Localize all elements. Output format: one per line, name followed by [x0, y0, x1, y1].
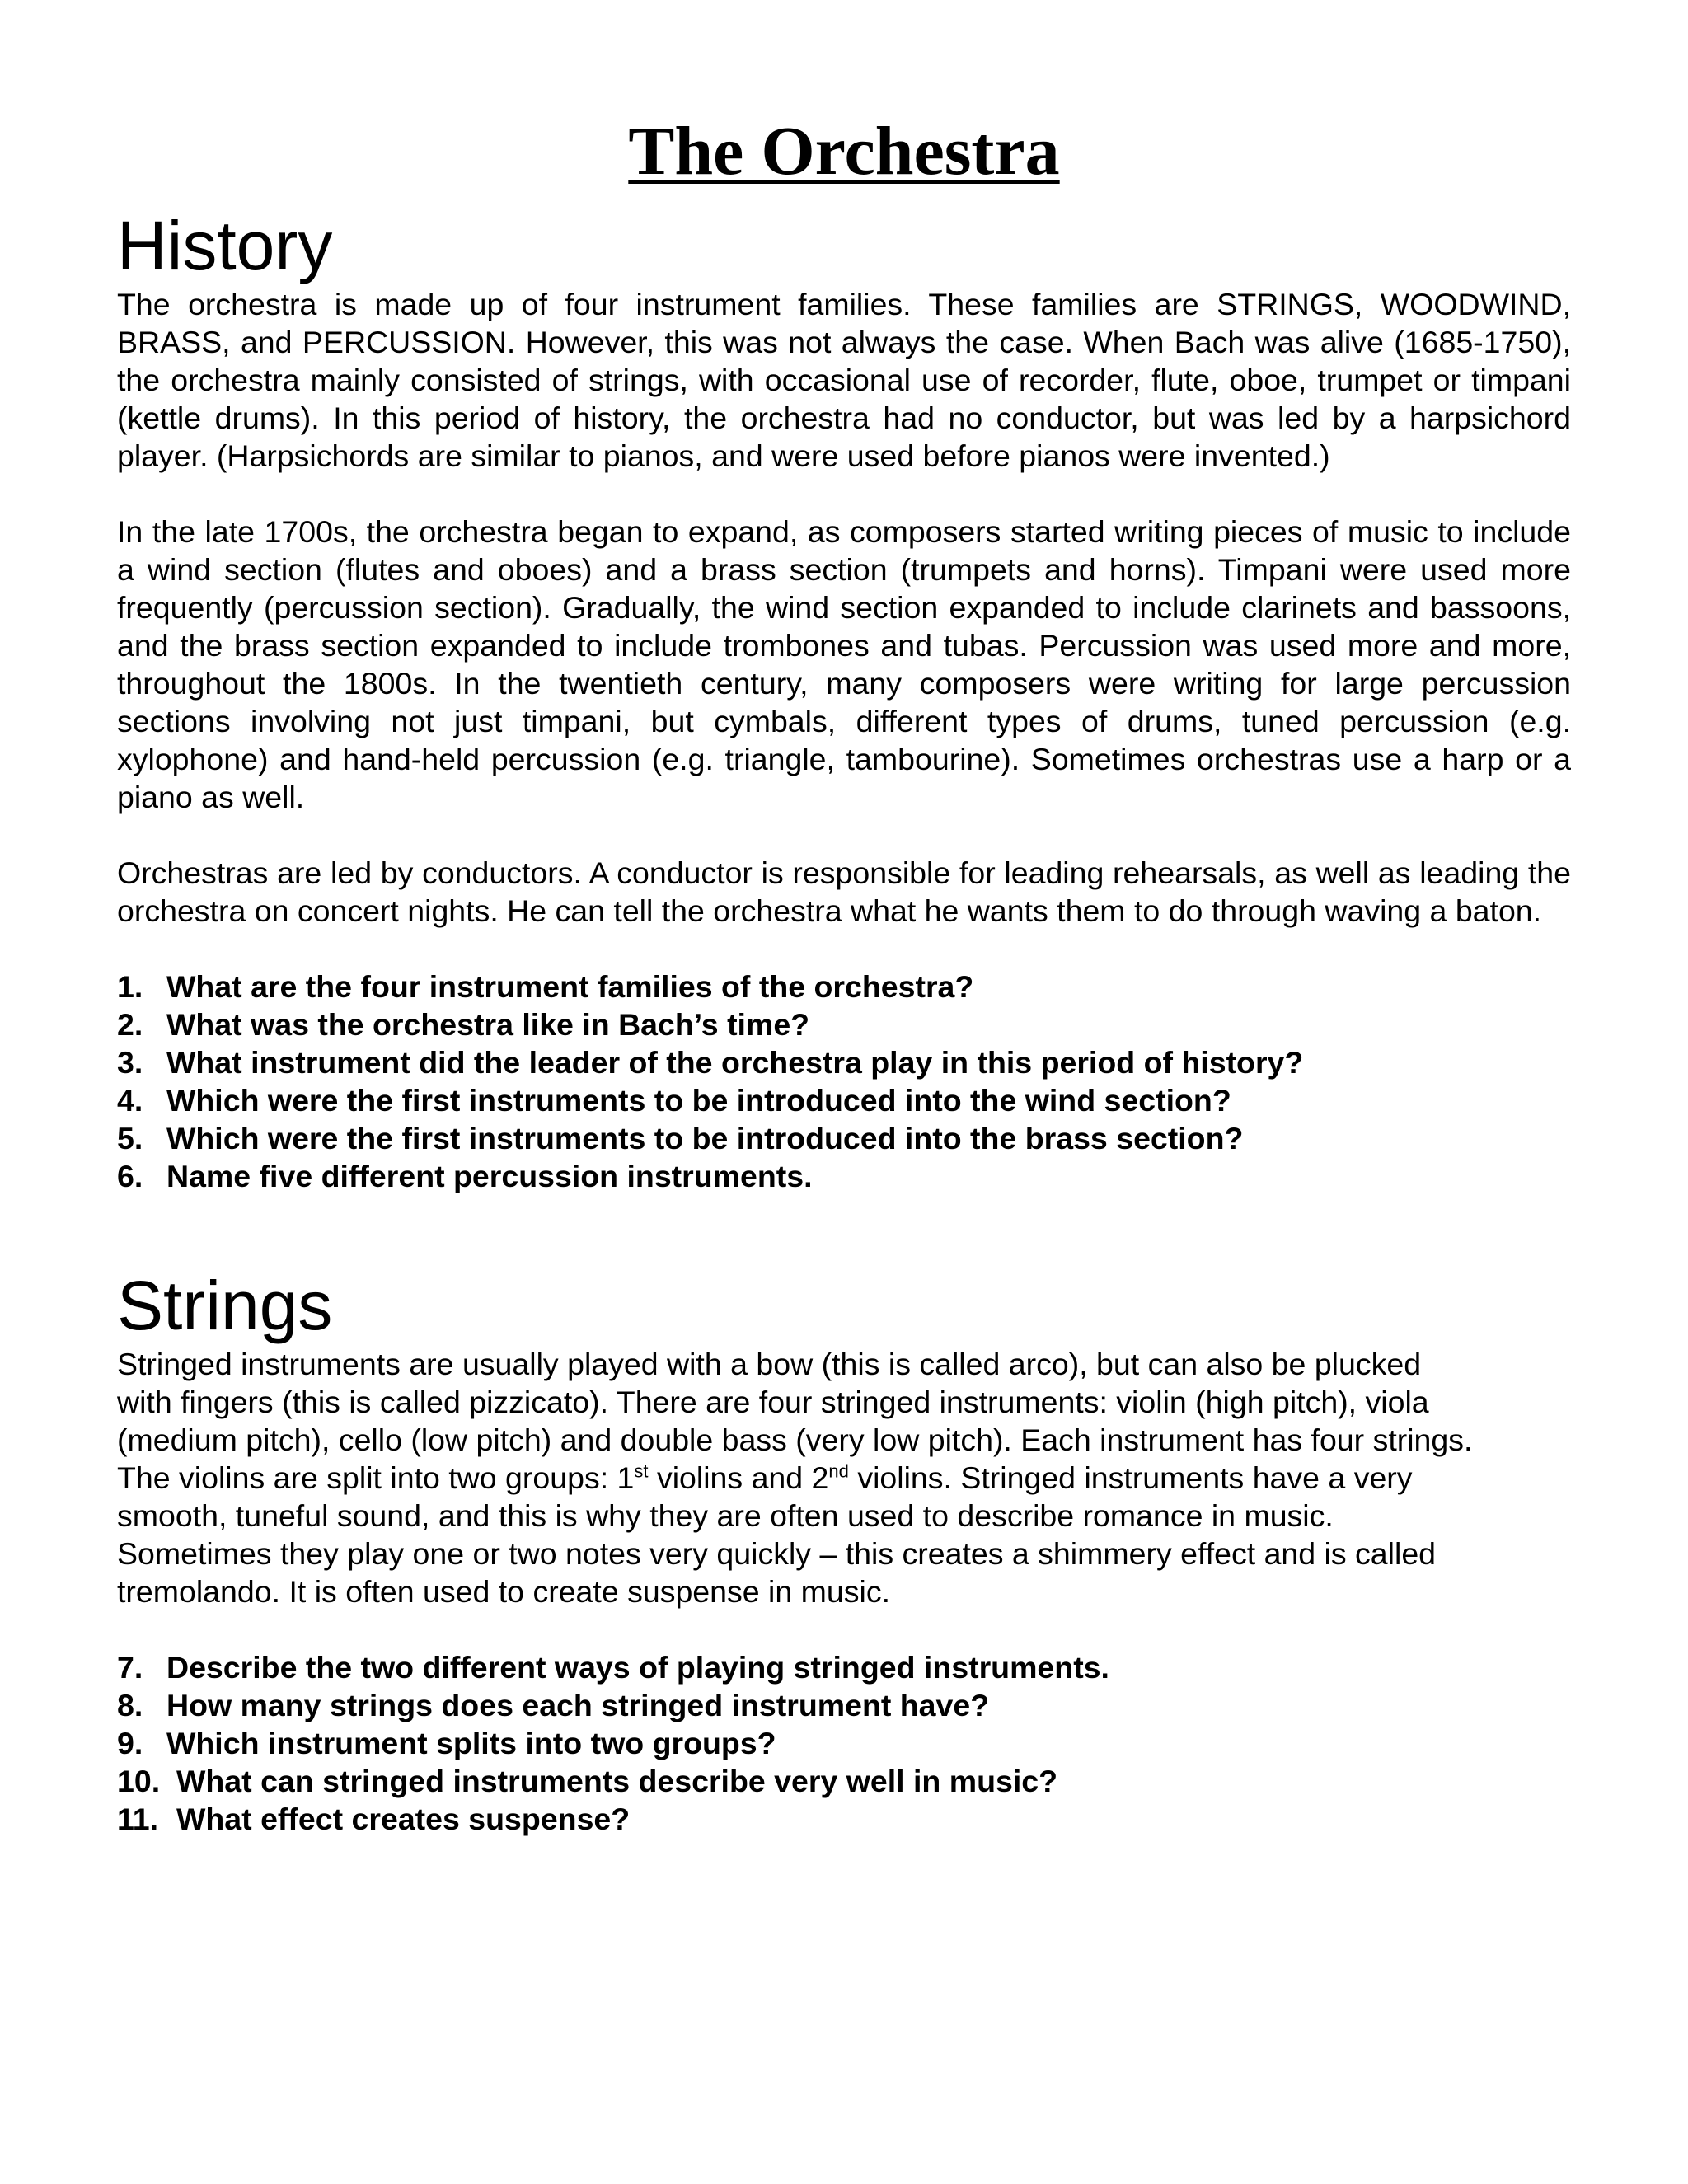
- question-number: 3.: [117, 1045, 143, 1080]
- question-item: [117, 1648, 1571, 1686]
- question-text: Which were the first instruments to be introduced into the wind section?: [166, 1083, 1231, 1118]
- history-paragraph-2: In the late 1700s, the orchestra began to expand, as composers started writing pieces of music to include a wind section (flutes and oboes) and a brass section (trumpets and horns). Timpani were used more frequently (percussion section). Gradually, the wind section expanded to include clarinets and bassoons, and the brass section expanded to include trombones and tubas. Percussion was used more and more, throughout the 1800s. In the twentieth century, many composers were writing for large percussion sections involving not just timpani, but cymbals, different types of drums, tuned percussion (e.g. xylophone) and hand-held percussion (e.g. triangle, tambourine). Sometimes orchestras use a harp or a piano as well.: [117, 514, 1571, 815]
- question-text: What was the orchestra like in Bach’s time?: [166, 1007, 810, 1043]
- history-heading: History: [117, 207, 333, 285]
- strings-line-part: violins and 2: [648, 1460, 829, 1496]
- question-text: What can stringed instruments describe very well in music?: [176, 1764, 1058, 1799]
- question-item: [117, 1800, 1571, 1838]
- question-text: Name five different percussion instruments.: [166, 1159, 813, 1194]
- strings-line: (medium pitch), cello (low pitch) and double bass (very low pitch). Each instrument has four strings.: [117, 1422, 1473, 1458]
- question-text: What instrument did the leader of the orchestra play in this period of history?: [166, 1045, 1304, 1080]
- question-number: 8.: [117, 1688, 143, 1723]
- document-title: [117, 114, 1571, 190]
- history-section: [117, 207, 1571, 1195]
- history-paragraph-1: The orchestra is made up of four instrument families. These families are STRINGS, WOODWIND, BRASS, and PERCUSSION. However, this was not always the case. When Bach was alive (1685-1750), the orchestra mainly consisted of strings, with occasional use of recorder, flute, oboe, trumpet or timpani (kettle drums). In this period of history, the orchestra had no conductor, but was led by a harpsichord player. (Harpsichords are similar to pianos, and were used before pianos were invented.): [117, 287, 1571, 474]
- question-item: [117, 1724, 1571, 1762]
- strings-line: Sometimes they play one or two notes very quickly – this creates a shimmery effect and is called: [117, 1536, 1437, 1572]
- superscript: nd: [828, 1460, 849, 1482]
- question-text: How many strings does each stringed instrument have?: [166, 1688, 990, 1723]
- strings-line-part: The violins are split into two groups: 1: [117, 1460, 635, 1496]
- question-item: [117, 1157, 1571, 1195]
- strings-line-part: violins. Stringed instruments have a very: [848, 1460, 1413, 1496]
- strings-heading: Strings: [117, 1267, 333, 1345]
- question-number: 5.: [117, 1121, 143, 1156]
- strings-section: [117, 1267, 1571, 1838]
- strings-line: Stringed instruments are usually played with a bow (this is called arco), but can also be plucked: [117, 1347, 1422, 1382]
- question-number: 7.: [117, 1650, 143, 1685]
- strings-line: [117, 1459, 1571, 1497]
- question-number: 2.: [117, 1007, 143, 1043]
- strings-paragraph: [117, 1345, 1571, 1610]
- question-item: [117, 968, 1571, 1005]
- question-number: 4.: [117, 1083, 143, 1118]
- question-item: [117, 1081, 1571, 1119]
- question-number: 10.: [117, 1764, 161, 1799]
- question-item: [117, 1005, 1571, 1043]
- question-text: Describe the two different ways of playing stringed instruments.: [166, 1650, 1109, 1685]
- question-item: [117, 1686, 1571, 1724]
- question-number: 11.: [117, 1802, 159, 1837]
- history-paragraph-3: Orchestras are led by conductors. A conductor is responsible for leading rehearsals, as well as leading the orchestra on concert nights. He can tell the orchestra what he wants them to do through waving a baton.: [117, 855, 1571, 929]
- strings-line: with fingers (this is called pizzicato). There are four stringed instruments: violin (high pitch), viola: [117, 1385, 1429, 1420]
- question-item: [117, 1119, 1571, 1157]
- superscript: st: [634, 1460, 649, 1482]
- strings-line: smooth, tuneful sound, and this is why they are often used to describe romance in music.: [117, 1498, 1334, 1534]
- document-title-text: The Orchestra: [628, 113, 1060, 190]
- question-item: [117, 1043, 1571, 1081]
- history-question-list: [117, 968, 1571, 1195]
- question-text: Which instrument splits into two groups?: [166, 1726, 776, 1761]
- question-number: 9.: [117, 1726, 143, 1761]
- strings-question-list: [117, 1648, 1571, 1838]
- question-number: 6.: [117, 1159, 143, 1194]
- question-item: [117, 1762, 1571, 1800]
- question-text: What are the four instrument families of the orchestra?: [166, 969, 974, 1005]
- question-number: 1.: [117, 969, 143, 1005]
- question-text: Which were the first instruments to be introduced into the brass section?: [166, 1121, 1244, 1156]
- question-text: What effect creates suspense?: [176, 1802, 631, 1837]
- strings-line: tremolando. It is often used to create suspense in music.: [117, 1574, 890, 1610]
